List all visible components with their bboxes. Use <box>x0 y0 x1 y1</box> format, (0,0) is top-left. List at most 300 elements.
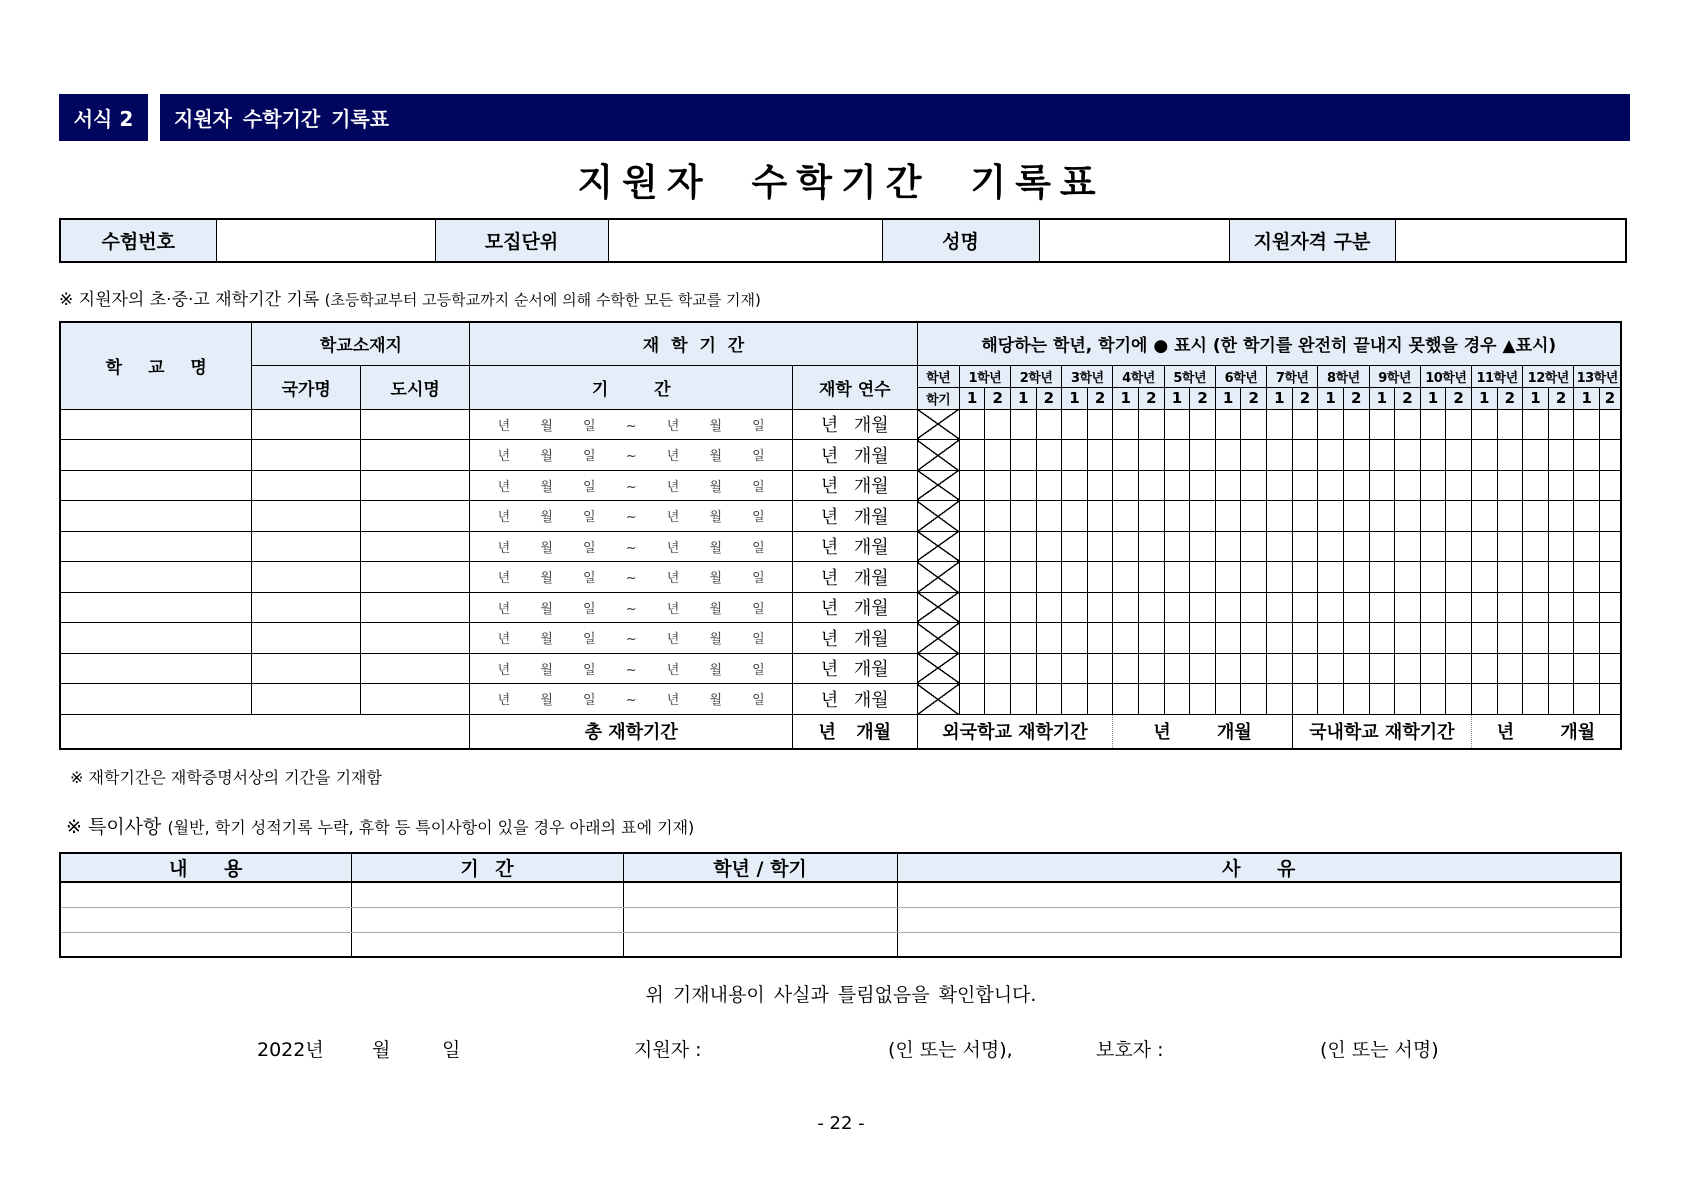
semester-mark-cell[interactable] <box>1574 592 1600 623</box>
semester-mark-cell[interactable] <box>1548 501 1574 532</box>
semester-mark-cell[interactable] <box>1113 623 1139 654</box>
semester-mark-cell[interactable] <box>1139 592 1165 623</box>
semester-mark-cell[interactable] <box>1497 684 1523 715</box>
semester-mark-cell[interactable] <box>1215 409 1241 440</box>
special-period-cell[interactable] <box>351 882 623 907</box>
semester-mark-cell[interactable] <box>1139 501 1165 532</box>
semester-mark-cell[interactable] <box>1548 562 1574 593</box>
semester-mark-cell[interactable] <box>1215 562 1241 593</box>
semester-mark-cell[interactable] <box>1267 623 1293 654</box>
semester-mark-cell[interactable] <box>1497 562 1523 593</box>
city-cell[interactable] <box>360 440 470 471</box>
semester-mark-cell[interactable] <box>1241 684 1267 715</box>
country-cell[interactable] <box>252 653 361 684</box>
semester-mark-cell[interactable] <box>1343 470 1369 501</box>
semester-mark-cell[interactable] <box>1010 562 1036 593</box>
semester-mark-cell[interactable] <box>1446 623 1472 654</box>
semester-mark-cell[interactable] <box>959 623 985 654</box>
semester-mark-cell[interactable] <box>1292 623 1318 654</box>
semester-mark-cell[interactable] <box>1010 592 1036 623</box>
special-content-cell[interactable] <box>60 882 351 907</box>
semester-mark-cell[interactable] <box>1241 470 1267 501</box>
years-cell[interactable]: 년 개월 <box>792 531 917 562</box>
foreign-value[interactable]: 년 개월 <box>1113 714 1292 749</box>
semester-mark-cell[interactable] <box>1343 501 1369 532</box>
semester-mark-cell[interactable] <box>1523 501 1549 532</box>
years-cell[interactable]: 년 개월 <box>792 470 917 501</box>
semester-mark-cell[interactable] <box>1420 684 1446 715</box>
special-period-cell[interactable] <box>351 932 623 957</box>
semester-mark-cell[interactable] <box>1113 592 1139 623</box>
semester-mark-cell[interactable] <box>1599 592 1621 623</box>
semester-mark-cell[interactable] <box>1139 440 1165 471</box>
semester-mark-cell[interactable] <box>1164 684 1190 715</box>
semester-mark-cell[interactable] <box>1343 562 1369 593</box>
semester-mark-cell[interactable] <box>1318 470 1344 501</box>
semester-mark-cell[interactable] <box>1548 409 1574 440</box>
semester-mark-cell[interactable] <box>1395 440 1421 471</box>
semester-mark-cell[interactable] <box>1420 562 1446 593</box>
semester-mark-cell[interactable] <box>1241 562 1267 593</box>
semester-mark-cell[interactable] <box>1292 531 1318 562</box>
years-cell[interactable]: 년 개월 <box>792 440 917 471</box>
semester-mark-cell[interactable] <box>1574 409 1600 440</box>
semester-mark-cell[interactable] <box>1164 501 1190 532</box>
semester-mark-cell[interactable] <box>1292 470 1318 501</box>
semester-mark-cell[interactable] <box>1292 562 1318 593</box>
semester-mark-cell[interactable] <box>1497 592 1523 623</box>
semester-mark-cell[interactable] <box>1292 592 1318 623</box>
special-reason-cell[interactable] <box>897 907 1621 932</box>
semester-mark-cell[interactable] <box>1471 653 1497 684</box>
semester-mark-cell[interactable] <box>1010 653 1036 684</box>
semester-mark-cell[interactable] <box>1010 531 1036 562</box>
country-cell[interactable] <box>252 470 361 501</box>
city-cell[interactable] <box>360 531 470 562</box>
semester-mark-cell[interactable] <box>1139 684 1165 715</box>
semester-mark-cell[interactable] <box>1574 531 1600 562</box>
semester-mark-cell[interactable] <box>959 684 985 715</box>
semester-mark-cell[interactable] <box>1062 653 1088 684</box>
semester-mark-cell[interactable] <box>959 470 985 501</box>
semester-mark-cell[interactable] <box>1343 623 1369 654</box>
semester-mark-cell[interactable] <box>1395 531 1421 562</box>
special-reason-cell[interactable] <box>897 932 1621 957</box>
semester-mark-cell[interactable] <box>1395 470 1421 501</box>
semester-mark-cell[interactable] <box>1010 440 1036 471</box>
semester-mark-cell[interactable] <box>1267 409 1293 440</box>
semester-mark-cell[interactable] <box>1267 531 1293 562</box>
semester-mark-cell[interactable] <box>1369 562 1395 593</box>
semester-mark-cell[interactable] <box>1164 440 1190 471</box>
semester-mark-cell[interactable] <box>1267 440 1293 471</box>
country-cell[interactable] <box>252 440 361 471</box>
semester-mark-cell[interactable] <box>1548 440 1574 471</box>
semester-mark-cell[interactable] <box>1446 592 1472 623</box>
semester-mark-cell[interactable] <box>1215 684 1241 715</box>
school-name-cell[interactable] <box>60 592 252 623</box>
domestic-value[interactable]: 년 개월 <box>1471 714 1621 749</box>
semester-mark-cell[interactable] <box>1420 501 1446 532</box>
school-name-cell[interactable] <box>60 684 252 715</box>
years-cell[interactable]: 년 개월 <box>792 409 917 440</box>
semester-mark-cell[interactable] <box>1420 531 1446 562</box>
semester-mark-cell[interactable] <box>1164 470 1190 501</box>
semester-mark-cell[interactable] <box>1523 409 1549 440</box>
semester-mark-cell[interactable] <box>1267 684 1293 715</box>
city-cell[interactable] <box>360 409 470 440</box>
semester-mark-cell[interactable] <box>1471 531 1497 562</box>
semester-mark-cell[interactable] <box>1548 653 1574 684</box>
semester-mark-cell[interactable] <box>1318 684 1344 715</box>
semester-mark-cell[interactable] <box>1241 623 1267 654</box>
semester-mark-cell[interactable] <box>1343 440 1369 471</box>
semester-mark-cell[interactable] <box>1369 623 1395 654</box>
years-cell[interactable]: 년 개월 <box>792 592 917 623</box>
semester-mark-cell[interactable] <box>1087 623 1113 654</box>
semester-mark-cell[interactable] <box>1523 531 1549 562</box>
semester-mark-cell[interactable] <box>1292 440 1318 471</box>
semester-mark-cell[interactable] <box>1369 592 1395 623</box>
semester-mark-cell[interactable] <box>1164 531 1190 562</box>
semester-mark-cell[interactable] <box>1113 562 1139 593</box>
semester-mark-cell[interactable] <box>1471 440 1497 471</box>
semester-mark-cell[interactable] <box>1215 653 1241 684</box>
semester-mark-cell[interactable] <box>1318 531 1344 562</box>
semester-mark-cell[interactable] <box>1497 501 1523 532</box>
semester-mark-cell[interactable] <box>1036 623 1062 654</box>
semester-mark-cell[interactable] <box>1241 531 1267 562</box>
semester-mark-cell[interactable] <box>1062 592 1088 623</box>
semester-mark-cell[interactable] <box>1164 623 1190 654</box>
semester-mark-cell[interactable] <box>1343 409 1369 440</box>
semester-mark-cell[interactable] <box>1395 409 1421 440</box>
semester-mark-cell[interactable] <box>1446 440 1472 471</box>
semester-mark-cell[interactable] <box>985 409 1011 440</box>
semester-mark-cell[interactable] <box>1548 531 1574 562</box>
semester-mark-cell[interactable] <box>1190 531 1216 562</box>
semester-mark-cell[interactable] <box>1395 592 1421 623</box>
semester-mark-cell[interactable] <box>1139 653 1165 684</box>
semester-mark-cell[interactable] <box>1010 501 1036 532</box>
semester-mark-cell[interactable] <box>1113 440 1139 471</box>
semester-mark-cell[interactable] <box>1523 592 1549 623</box>
exam-number-field[interactable] <box>216 219 435 262</box>
semester-mark-cell[interactable] <box>1599 531 1621 562</box>
semester-mark-cell[interactable] <box>1087 501 1113 532</box>
semester-mark-cell[interactable] <box>1241 440 1267 471</box>
semester-mark-cell[interactable] <box>1318 440 1344 471</box>
semester-mark-cell[interactable] <box>1599 623 1621 654</box>
semester-mark-cell[interactable] <box>1497 531 1523 562</box>
semester-mark-cell[interactable] <box>1087 592 1113 623</box>
semester-mark-cell[interactable] <box>1062 531 1088 562</box>
period-cell[interactable] <box>470 501 793 532</box>
semester-mark-cell[interactable] <box>1164 562 1190 593</box>
semester-mark-cell[interactable] <box>1318 592 1344 623</box>
period-cell[interactable] <box>470 409 793 440</box>
semester-mark-cell[interactable] <box>1190 592 1216 623</box>
semester-mark-cell[interactable] <box>1343 653 1369 684</box>
semester-mark-cell[interactable] <box>1190 470 1216 501</box>
city-cell[interactable] <box>360 470 470 501</box>
semester-mark-cell[interactable] <box>1395 684 1421 715</box>
country-cell[interactable] <box>252 562 361 593</box>
semester-mark-cell[interactable] <box>1369 501 1395 532</box>
school-name-cell[interactable] <box>60 653 252 684</box>
semester-mark-cell[interactable] <box>1036 501 1062 532</box>
semester-mark-cell[interactable] <box>1241 592 1267 623</box>
semester-mark-cell[interactable] <box>1062 501 1088 532</box>
period-cell[interactable] <box>470 592 793 623</box>
years-cell[interactable]: 년 개월 <box>792 623 917 654</box>
semester-mark-cell[interactable] <box>1318 623 1344 654</box>
semester-mark-cell[interactable] <box>1087 531 1113 562</box>
semester-mark-cell[interactable] <box>1523 470 1549 501</box>
semester-mark-cell[interactable] <box>1420 653 1446 684</box>
special-grade-cell[interactable] <box>623 932 897 957</box>
semester-mark-cell[interactable] <box>1139 562 1165 593</box>
semester-mark-cell[interactable] <box>1062 562 1088 593</box>
semester-mark-cell[interactable] <box>1523 684 1549 715</box>
semester-mark-cell[interactable] <box>1599 562 1621 593</box>
semester-mark-cell[interactable] <box>1190 440 1216 471</box>
country-cell[interactable] <box>252 501 361 532</box>
semester-mark-cell[interactable] <box>1318 653 1344 684</box>
semester-mark-cell[interactable] <box>1523 623 1549 654</box>
semester-mark-cell[interactable] <box>1574 470 1600 501</box>
semester-mark-cell[interactable] <box>1548 623 1574 654</box>
semester-mark-cell[interactable] <box>1113 684 1139 715</box>
semester-mark-cell[interactable] <box>1395 623 1421 654</box>
semester-mark-cell[interactable] <box>1471 592 1497 623</box>
semester-mark-cell[interactable] <box>1113 470 1139 501</box>
unit-field[interactable] <box>608 219 882 262</box>
semester-mark-cell[interactable] <box>1574 440 1600 471</box>
years-cell[interactable]: 년 개월 <box>792 684 917 715</box>
semester-mark-cell[interactable] <box>1523 562 1549 593</box>
semester-mark-cell[interactable] <box>1215 623 1241 654</box>
semester-mark-cell[interactable] <box>1062 409 1088 440</box>
semester-mark-cell[interactable] <box>1215 501 1241 532</box>
semester-mark-cell[interactable] <box>1369 409 1395 440</box>
semester-mark-cell[interactable] <box>1010 470 1036 501</box>
semester-mark-cell[interactable] <box>1267 470 1293 501</box>
semester-mark-cell[interactable] <box>1292 653 1318 684</box>
semester-mark-cell[interactable] <box>1548 470 1574 501</box>
semester-mark-cell[interactable] <box>1267 501 1293 532</box>
semester-mark-cell[interactable] <box>1292 684 1318 715</box>
semester-mark-cell[interactable] <box>1292 409 1318 440</box>
semester-mark-cell[interactable] <box>1420 592 1446 623</box>
semester-mark-cell[interactable] <box>1574 684 1600 715</box>
semester-mark-cell[interactable] <box>1036 653 1062 684</box>
semester-mark-cell[interactable] <box>1599 440 1621 471</box>
semester-mark-cell[interactable] <box>985 653 1011 684</box>
semester-mark-cell[interactable] <box>1292 501 1318 532</box>
period-cell[interactable] <box>470 623 793 654</box>
semester-mark-cell[interactable] <box>1369 531 1395 562</box>
semester-mark-cell[interactable] <box>1036 409 1062 440</box>
semester-mark-cell[interactable] <box>1139 470 1165 501</box>
semester-mark-cell[interactable] <box>1574 562 1600 593</box>
semester-mark-cell[interactable] <box>1139 531 1165 562</box>
name-field[interactable] <box>1039 219 1229 262</box>
semester-mark-cell[interactable] <box>1010 684 1036 715</box>
semester-mark-cell[interactable] <box>1062 470 1088 501</box>
semester-mark-cell[interactable] <box>1497 440 1523 471</box>
semester-mark-cell[interactable] <box>1446 531 1472 562</box>
semester-mark-cell[interactable] <box>1497 409 1523 440</box>
semester-mark-cell[interactable] <box>1471 501 1497 532</box>
semester-mark-cell[interactable] <box>985 531 1011 562</box>
semester-mark-cell[interactable] <box>1164 653 1190 684</box>
semester-mark-cell[interactable] <box>1113 501 1139 532</box>
school-name-cell[interactable] <box>60 562 252 593</box>
period-cell[interactable] <box>470 470 793 501</box>
semester-mark-cell[interactable] <box>985 684 1011 715</box>
qualification-field[interactable] <box>1395 219 1626 262</box>
semester-mark-cell[interactable] <box>1190 623 1216 654</box>
semester-mark-cell[interactable] <box>1087 440 1113 471</box>
semester-mark-cell[interactable] <box>959 653 985 684</box>
semester-mark-cell[interactable] <box>1395 653 1421 684</box>
semester-mark-cell[interactable] <box>1036 440 1062 471</box>
semester-mark-cell[interactable] <box>959 409 985 440</box>
semester-mark-cell[interactable] <box>1497 653 1523 684</box>
semester-mark-cell[interactable] <box>1446 653 1472 684</box>
semester-mark-cell[interactable] <box>1190 562 1216 593</box>
semester-mark-cell[interactable] <box>985 440 1011 471</box>
semester-mark-cell[interactable] <box>1420 440 1446 471</box>
semester-mark-cell[interactable] <box>1369 653 1395 684</box>
years-cell[interactable]: 년 개월 <box>792 501 917 532</box>
semester-mark-cell[interactable] <box>1395 501 1421 532</box>
city-cell[interactable] <box>360 623 470 654</box>
semester-mark-cell[interactable] <box>1036 684 1062 715</box>
semester-mark-cell[interactable] <box>1599 501 1621 532</box>
semester-mark-cell[interactable] <box>959 592 985 623</box>
semester-mark-cell[interactable] <box>1599 653 1621 684</box>
semester-mark-cell[interactable] <box>1471 409 1497 440</box>
school-name-cell[interactable] <box>60 440 252 471</box>
period-cell[interactable] <box>470 562 793 593</box>
semester-mark-cell[interactable] <box>1599 470 1621 501</box>
semester-mark-cell[interactable] <box>1164 592 1190 623</box>
school-name-cell[interactable] <box>60 501 252 532</box>
semester-mark-cell[interactable] <box>1190 684 1216 715</box>
period-cell[interactable] <box>470 684 793 715</box>
semester-mark-cell[interactable] <box>1087 470 1113 501</box>
school-name-cell[interactable] <box>60 531 252 562</box>
years-cell[interactable]: 년 개월 <box>792 562 917 593</box>
semester-mark-cell[interactable] <box>1574 653 1600 684</box>
semester-mark-cell[interactable] <box>1036 562 1062 593</box>
semester-mark-cell[interactable] <box>1036 592 1062 623</box>
semester-mark-cell[interactable] <box>1599 409 1621 440</box>
country-cell[interactable] <box>252 684 361 715</box>
semester-mark-cell[interactable] <box>1215 531 1241 562</box>
school-name-cell[interactable] <box>60 470 252 501</box>
semester-mark-cell[interactable] <box>1062 684 1088 715</box>
semester-mark-cell[interactable] <box>1190 501 1216 532</box>
semester-mark-cell[interactable] <box>1010 623 1036 654</box>
school-name-cell[interactable] <box>60 409 252 440</box>
semester-mark-cell[interactable] <box>1267 592 1293 623</box>
semester-mark-cell[interactable] <box>1241 501 1267 532</box>
city-cell[interactable] <box>360 501 470 532</box>
semester-mark-cell[interactable] <box>1113 409 1139 440</box>
semester-mark-cell[interactable] <box>1574 623 1600 654</box>
semester-mark-cell[interactable] <box>1139 623 1165 654</box>
semester-mark-cell[interactable] <box>985 623 1011 654</box>
semester-mark-cell[interactable] <box>1446 684 1472 715</box>
semester-mark-cell[interactable] <box>1446 409 1472 440</box>
semester-mark-cell[interactable] <box>985 501 1011 532</box>
semester-mark-cell[interactable] <box>1343 531 1369 562</box>
semester-mark-cell[interactable] <box>1420 623 1446 654</box>
semester-mark-cell[interactable] <box>1471 562 1497 593</box>
semester-mark-cell[interactable] <box>1062 440 1088 471</box>
semester-mark-cell[interactable] <box>985 592 1011 623</box>
semester-mark-cell[interactable] <box>1369 470 1395 501</box>
semester-mark-cell[interactable] <box>1036 531 1062 562</box>
semester-mark-cell[interactable] <box>1369 440 1395 471</box>
semester-mark-cell[interactable] <box>985 562 1011 593</box>
semester-mark-cell[interactable] <box>1087 562 1113 593</box>
semester-mark-cell[interactable] <box>1548 592 1574 623</box>
semester-mark-cell[interactable] <box>1446 501 1472 532</box>
semester-mark-cell[interactable] <box>1471 470 1497 501</box>
country-cell[interactable] <box>252 409 361 440</box>
city-cell[interactable] <box>360 592 470 623</box>
special-content-cell[interactable] <box>60 907 351 932</box>
semester-mark-cell[interactable] <box>1343 592 1369 623</box>
semester-mark-cell[interactable] <box>1087 409 1113 440</box>
semester-mark-cell[interactable] <box>1113 531 1139 562</box>
semester-mark-cell[interactable] <box>1318 409 1344 440</box>
semester-mark-cell[interactable] <box>1139 409 1165 440</box>
period-cell[interactable] <box>470 653 793 684</box>
country-cell[interactable] <box>252 592 361 623</box>
semester-mark-cell[interactable] <box>1599 684 1621 715</box>
semester-mark-cell[interactable] <box>985 470 1011 501</box>
semester-mark-cell[interactable] <box>1241 653 1267 684</box>
semester-mark-cell[interactable] <box>1523 440 1549 471</box>
semester-mark-cell[interactable] <box>1010 409 1036 440</box>
semester-mark-cell[interactable] <box>1087 684 1113 715</box>
semester-mark-cell[interactable] <box>1471 623 1497 654</box>
semester-mark-cell[interactable] <box>1215 470 1241 501</box>
semester-mark-cell[interactable] <box>1215 592 1241 623</box>
semester-mark-cell[interactable] <box>1062 623 1088 654</box>
city-cell[interactable] <box>360 684 470 715</box>
city-cell[interactable] <box>360 653 470 684</box>
semester-mark-cell[interactable] <box>1318 501 1344 532</box>
semester-mark-cell[interactable] <box>1267 653 1293 684</box>
semester-mark-cell[interactable] <box>1215 440 1241 471</box>
semester-mark-cell[interactable] <box>959 501 985 532</box>
special-reason-cell[interactable] <box>897 882 1621 907</box>
special-period-cell[interactable] <box>351 907 623 932</box>
semester-mark-cell[interactable] <box>1343 684 1369 715</box>
country-cell[interactable] <box>252 623 361 654</box>
semester-mark-cell[interactable] <box>1523 653 1549 684</box>
country-cell[interactable] <box>252 531 361 562</box>
semester-mark-cell[interactable] <box>959 562 985 593</box>
period-cell[interactable] <box>470 440 793 471</box>
school-name-cell[interactable] <box>60 623 252 654</box>
